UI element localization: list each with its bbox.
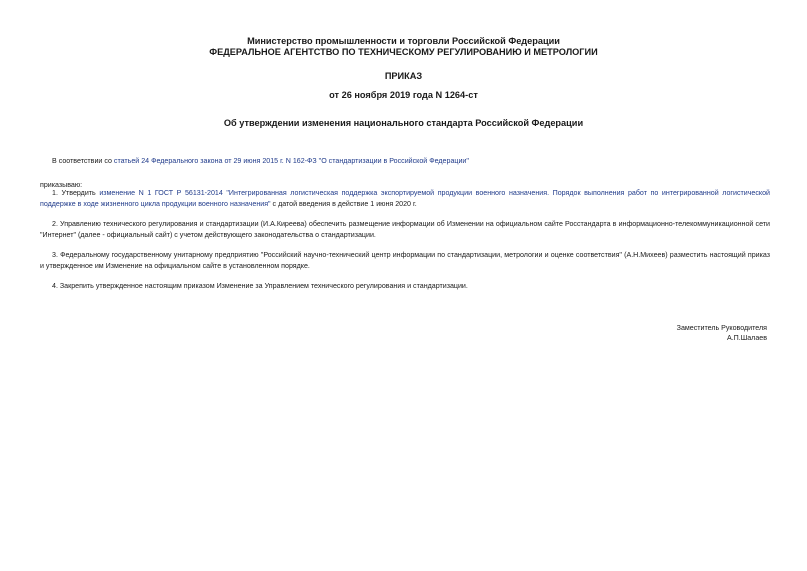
- item-1-suffix: с датой введения в действие 1 июня 2020 г.: [270, 199, 417, 208]
- order-date-number: от 26 ноября 2019 года N 1264-ст: [329, 90, 478, 100]
- document-title: Об утверждении изменения национального стандарта Российской Федерации: [223, 118, 584, 128]
- preamble-prefix: В соответствии со: [52, 157, 114, 165]
- agency-name: ФЕДЕРАЛЬНОЕ АГЕНТСТВО ПО ТЕХНИЧЕСКОМУ РЕГУЛИРОВАНИЮ И МЕТРОЛОГИИ: [209, 47, 598, 57]
- signature-position: Заместитель Руководителя: [676, 324, 767, 332]
- item-4-paragraph: 4. Закрепить утвержденное настоящим приказом Изменение за Управлением технического регулирования и стандартизации.: [52, 282, 468, 290]
- item-2-paragraph: 2. Управлению технического регулирования и стандартизации (И.А.Киреева) обеспечить размещение информации об Изменении на официальном сайте Росстандарта в информационно-телекоммуникационной сети "Интернет" (далее - официальный сайт) с учетом действующего законодательства о стандартизации.: [40, 220, 770, 239]
- order-intro: приказываю:: [40, 181, 83, 189]
- item-1-paragraph: [40, 188, 770, 209]
- order-heading: ПРИКАЗ: [384, 71, 423, 81]
- ministry-name: Министерство промышленности и торговли Российской Федерации: [247, 36, 560, 46]
- standard-amendment-link[interactable]: изменение N 1 ГОСТ Р 56131-2014 "Интегрированная логистическая поддержка экспортируемой продукции военного назначения. Порядок выполнения работ по интегрированной логистической поддержке в ходе жизненного цикла продукции военного назначения": [40, 189, 770, 208]
- preamble-paragraph: [52, 156, 772, 167]
- item-1-prefix: 1. Утвердить: [52, 189, 100, 197]
- item-3-paragraph: 3. Федеральному государственному унитарному предприятию "Российский научно-технический центр информации по стандартизации, метрологии и оценке соответствия" (А.Н.Михеев) разместить настоящий приказ и утвержденное им Изменение на официальном сайте в установленном порядке.: [40, 251, 770, 270]
- law-link[interactable]: статьей 24 Федерального закона от 29 июня 2015 г. N 162-ФЗ "О стандартизации в Российской Федерации": [113, 157, 469, 165]
- signature-name: А.П.Шалаев: [726, 334, 767, 342]
